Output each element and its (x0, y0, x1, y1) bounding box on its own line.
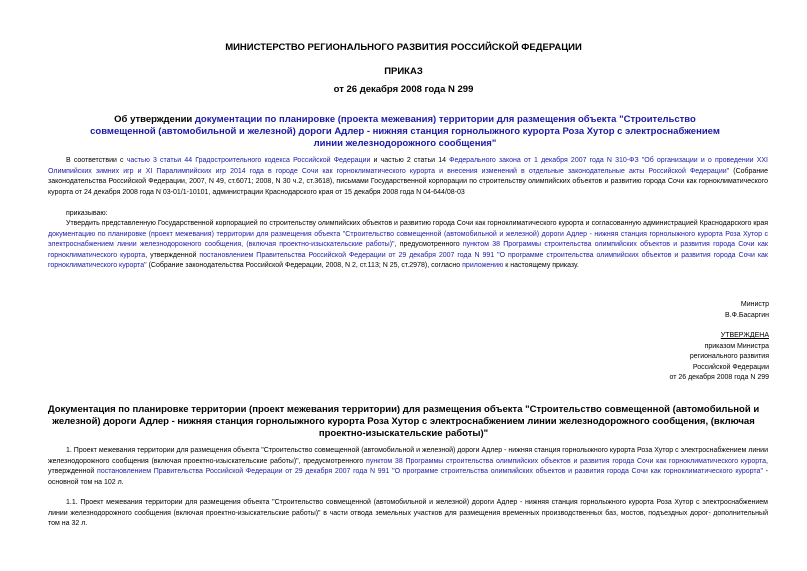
p1-text-2: и частью 2 статьи 14 (370, 157, 450, 164)
p3-text-1: 1. Проект межевания территории для размещения объекта "Строительство совмещенной (автомобильной и железной) дороги Адлер - нижняя станция горнолыжного курорта Роза Хутор с электроснабжением линии железнодорожного сообщения (включая проектно-изыскательские работы)", предусмотренного (48, 447, 768, 465)
documentation-title: Документация по планировке территории (проект межевания территории) для размещения объекта "Строительство совмещенной (автомобильной и железной) дороги Адлер - нижняя станция горнолыжного курорта Роза Хутор с электроснабжением линии железнодорожного сообщения, (включая проектно-изыскательские работы)" (47, 404, 760, 439)
approval-stamp (669, 331, 769, 384)
approved-line-2: регионального развития (689, 353, 769, 361)
link-appendix[interactable]: приложению (462, 262, 504, 270)
link-program-item-38[interactable]: пунктом 38 Программы строительства олимпийских объектов и развития города Сочи как горноклиматического курорта (48, 241, 768, 259)
order-title (90, 114, 720, 150)
p3-text-2: , утвержденной (48, 457, 768, 476)
link-federal-law[interactable]: Федерального закона от 1 декабря 2007 года N 310-ФЗ "Об организации и о проведении XXI Олимпийских зимних игр и XI Паралимпийских игр 2014 года в городе Сочи как горноклиматического курорта и внесения изменений в отдельные законодательные акты Российской Федерации" (48, 157, 768, 175)
link-documentation[interactable]: документацию по планировке (проект межевания) территории для размещения объекта "Строительство совмещенной (автомобильной и железной) дороги Адлер - нижняя станция горнолыжного курорта Роза Хутор с электроснабжением линии железнодорожного сообщения, (включая проектно-изыскательские работы)" (48, 230, 768, 249)
link-government-decree[interactable]: постановлением Правительства Российской Федерации от 29 декабря 2007 года N 991 "О программе строительства олимпийских объектов и развития города Сочи как горноклиматического курорта" (48, 251, 768, 270)
item-1-paragraph (48, 446, 768, 488)
order-date: от 26 декабря 2008 года N 299 (333, 84, 474, 95)
p2-text-1: Утвердить представленную Государственной корпорацией по строительству олимпийских объектов и развитию города Сочи как горноклиматического курорта и согласованную администрацией Краснодарского края (66, 220, 768, 227)
signer-position: Министр (740, 301, 769, 308)
approved-label: УТВЕРЖДЕНА (720, 332, 769, 339)
order-heading: ПРИКАЗ (384, 66, 423, 77)
item-1-1-paragraph: 1.1. Проект межевания территории для размещения объекта "Строительство совмещенной (автомобильной и железной) дороги Адлер - нижняя станция горнолыжного курорта Роза Хутор с электроснабжением линии железнодорожного сообщения (включая проектно-изыскательские работы)" в части отвода земельных участков для размещения временных производственных баз, мостов, подъездных дорог- дополнительный том на 32 л. (48, 499, 768, 528)
title-prefix: Об утверждении (114, 114, 195, 125)
link-government-decree-b[interactable]: постановлением Правительства Российской Федерации от 29 декабря 2007 года N 991 "О программе строительства олимпийских объектов и развития города Сочи как горноклиматического курорта" (97, 468, 763, 476)
p2-text-5: к настоящему приказу. (503, 262, 579, 270)
approved-line-3: Российской Федерации (692, 363, 769, 371)
approval-paragraph (48, 219, 768, 272)
approved-line-1: приказом Министра (704, 342, 769, 350)
p2-text-3: , утвержденной (145, 251, 200, 259)
link-urban-code[interactable]: частью 3 статьи 44 Градостроительного кодекса Российской Федерации (126, 157, 371, 164)
signature-block (725, 300, 769, 321)
title-link[interactable]: документации по планировке (проекта межевания) территории для размещения объекта "Строительство совмещенной (автомобильной и железной) дороги Адлер - нижняя станция горнолыжного курорта Роза Хутор с электроснабжением линии железнодорожного сообщения" (90, 114, 720, 149)
p2-text-2: , предусмотренного (394, 241, 463, 249)
ministry-heading: МИНИСТЕРСТВО РЕГИОНАЛЬНОГО РАЗВИТИЯ РОССИЙСКОЙ ФЕДЕРАЦИИ (225, 42, 582, 53)
p1-text-3: (Собрание законодательства Российской Федерации, 2007, N 49, ст.6071; 2008, N 30 ч.2, ст.3618), письмами Государственной корпорации по строительству олимпийских объектов и развитию города Сочи как горноклиматического курорта от 24 декабря 2008 года N 03-01/1-10101, администрации Краснодарского края от 15 декабря 2008 года N 04-644/08-03 (48, 167, 768, 196)
signer-name: В.Ф.Басаргин (725, 311, 769, 319)
link-program-item-38-b[interactable]: пунктом 38 Программы строительства олимпийских объектов и развития города Сочи как горноклиматического курорта (366, 457, 767, 465)
p3-text-3: - основной том на 102 л. (48, 468, 768, 486)
order-verb: приказываю: (66, 210, 108, 217)
preamble-paragraph (48, 156, 768, 198)
p1-text-1: В соответствии с (66, 157, 127, 164)
p2-text-4: (Собрание законодательства Российской Федерации, 2008, N 2, ст.113; N 25, ст.2978), согласно (146, 262, 463, 270)
approved-line-4: от 26 декабря 2008 года N 299 (669, 374, 769, 382)
